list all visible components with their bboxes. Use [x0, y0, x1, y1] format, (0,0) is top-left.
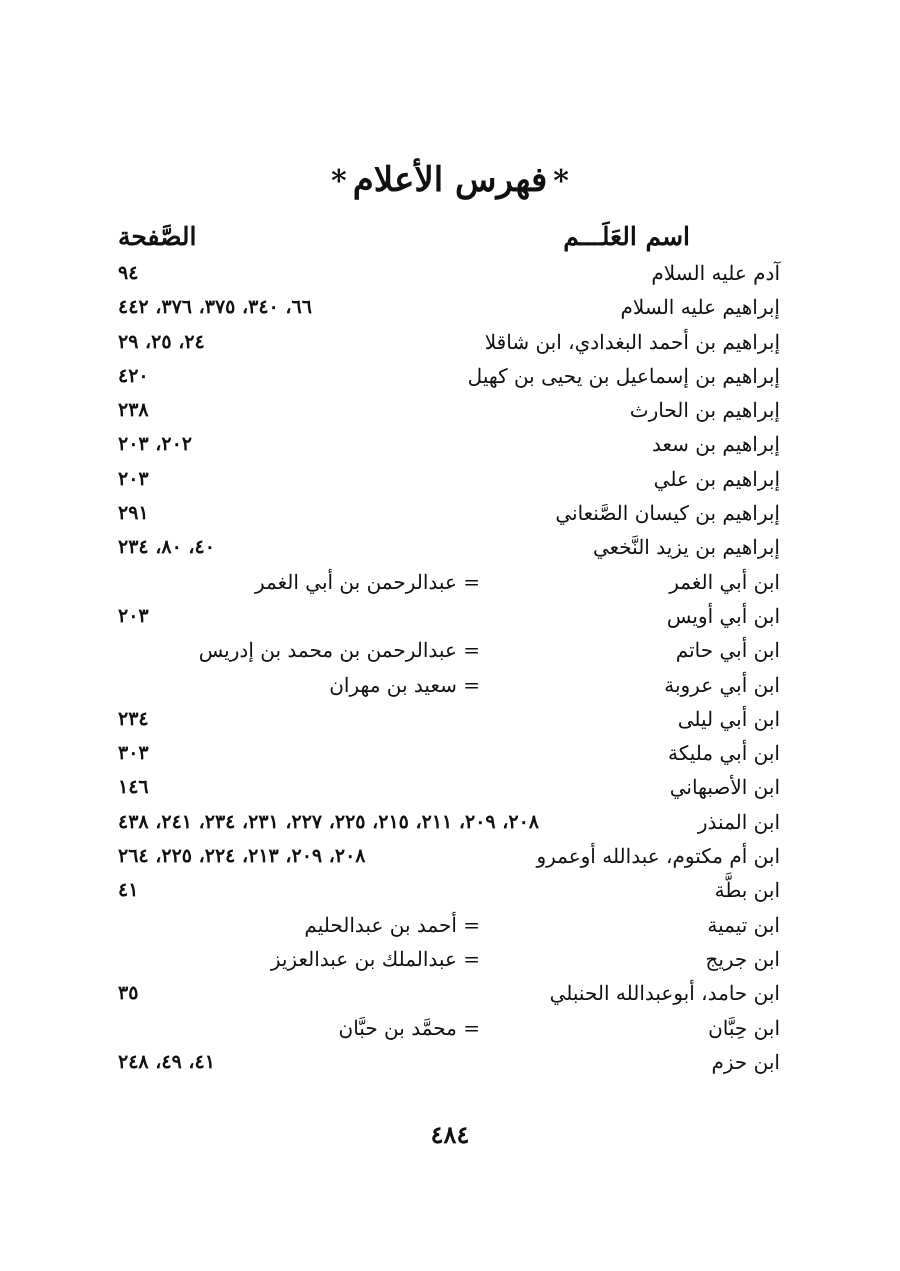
index-entry	[0, 567, 900, 601]
index-entry	[0, 1047, 900, 1081]
entry-name: ابن أبي مليكة	[668, 741, 780, 766]
entry-cross-reference: = سعيد بن مهران	[329, 672, 480, 697]
page-number: ٤٨٤	[430, 1120, 470, 1149]
index-entry	[0, 258, 900, 292]
entry-pages: ٤٢٠	[118, 364, 149, 387]
index-entry	[0, 875, 900, 909]
entry-name: إبراهيم عليه السلام	[620, 295, 780, 320]
index-entry	[0, 532, 900, 566]
star-ornament-right: *	[553, 164, 569, 199]
index-list	[0, 258, 900, 1081]
entry-name: ابن أبي عروبة	[664, 672, 780, 697]
entry-name: إبراهيم بن أحمد البغدادي، ابن شاقلا	[484, 329, 780, 354]
entry-pages: ٢٣٤	[118, 707, 149, 730]
index-entry	[0, 910, 900, 944]
entry-name: إبراهيم بن إسماعيل بن يحيى بن كهيل	[467, 363, 780, 388]
index-entry	[0, 395, 900, 429]
entry-name: ابن بطَّة	[714, 878, 780, 903]
entry-pages: ٢٤، ٢٥، ٢٩	[118, 330, 205, 353]
entry-pages: ٤٠، ٨٠، ٢٣٤	[118, 536, 215, 559]
entry-cross-reference: = عبدالرحمن بن محمد بن إدريس	[198, 638, 480, 663]
index-entry	[0, 464, 900, 498]
entry-pages: ١٤٦	[118, 776, 149, 799]
entry-pages: ٣٥	[118, 982, 139, 1005]
column-header-page: الصَّفحة	[118, 222, 197, 251]
entry-cross-reference: = عبدالرحمن بن أبي الغمر	[255, 569, 480, 594]
entry-name: ابن حزم	[711, 1049, 780, 1074]
index-entry	[0, 944, 900, 978]
entry-pages: ٢٠٢، ٢٠٣	[118, 433, 192, 456]
entry-name: ابن أبي ليلى	[677, 706, 780, 731]
entry-name: إبراهيم بن يزيد النَّخعي	[592, 535, 780, 560]
entry-pages: ٢٠٣	[118, 604, 149, 627]
index-entry	[0, 429, 900, 463]
title-text: فهرس الأعلام	[352, 160, 548, 200]
entry-cross-reference: = محمَّد بن حبَّان	[338, 1015, 480, 1040]
index-entry	[0, 1013, 900, 1047]
entry-pages: ٢٠٨، ٢٠٩، ٢١١، ٢١٥، ٢٢٥، ٢٢٧، ٢٣١، ٢٣٤، ٢٤١، ٤٣٨	[118, 810, 539, 833]
index-entry	[0, 601, 900, 635]
entry-name: ابن حِبَّان	[708, 1015, 780, 1040]
entry-name: آدم عليه السلام	[651, 261, 780, 285]
entry-name: ابن جريج	[705, 946, 780, 971]
entry-pages: ٩٤	[118, 262, 139, 284]
entry-name: إبراهيم بن كيسان الصَّنعاني	[555, 501, 780, 526]
column-header-name: اسم العَلَـــم	[563, 222, 690, 251]
index-entry	[0, 361, 900, 395]
entry-name: ابن تيمية	[707, 912, 780, 937]
index-entry	[0, 772, 900, 806]
index-entry	[0, 704, 900, 738]
entry-name: ابن أبي أويس	[666, 603, 780, 628]
entry-name: ابن أبي الغمر	[669, 569, 780, 594]
entry-name: إبراهيم بن الحارث	[629, 398, 780, 423]
index-entry	[0, 670, 900, 704]
entry-pages: ٤١	[118, 879, 139, 902]
index-entry	[0, 635, 900, 669]
entry-name: ابن المنذر	[697, 809, 780, 834]
index-entry	[0, 327, 900, 361]
entry-name: ابن حامد، أبوعبدالله الحنبلي	[549, 981, 780, 1006]
entry-cross-reference: = أحمد بن عبدالحليم	[304, 912, 480, 937]
entry-pages: ٤١، ٤٩، ٢٤٨	[118, 1050, 215, 1073]
entry-name: ابن الأصبهاني	[669, 775, 780, 800]
index-entry	[0, 738, 900, 772]
index-entry	[0, 978, 900, 1012]
page-title	[0, 160, 900, 200]
entry-pages: ٢٠٣	[118, 467, 149, 490]
entry-pages: ٦٦، ٣٤٠، ٣٧٥، ٣٧٦، ٤٤٢	[118, 296, 312, 319]
star-ornament-left: *	[331, 164, 347, 199]
entry-pages: ٣٠٣	[118, 742, 149, 765]
entry-name: ابن أبي حاتم	[675, 638, 780, 663]
entry-pages: ٢٣٨	[118, 399, 149, 422]
index-entry	[0, 841, 900, 875]
entry-name: ابن أم مكتوم، عبدالله أوعمرو	[536, 844, 780, 869]
entry-pages: ٢٠٨، ٢٠٩، ٢١٣، ٢٢٤، ٢٢٥، ٢٦٤	[118, 845, 366, 868]
index-entry	[0, 498, 900, 532]
entry-name: إبراهيم بن سعد	[651, 432, 780, 457]
entry-pages: ٢٩١	[118, 502, 149, 525]
entry-name: إبراهيم بن علي	[653, 466, 780, 491]
index-entry	[0, 292, 900, 326]
entry-cross-reference: = عبدالملك بن عبدالعزيز	[270, 946, 480, 971]
index-entry	[0, 807, 900, 841]
